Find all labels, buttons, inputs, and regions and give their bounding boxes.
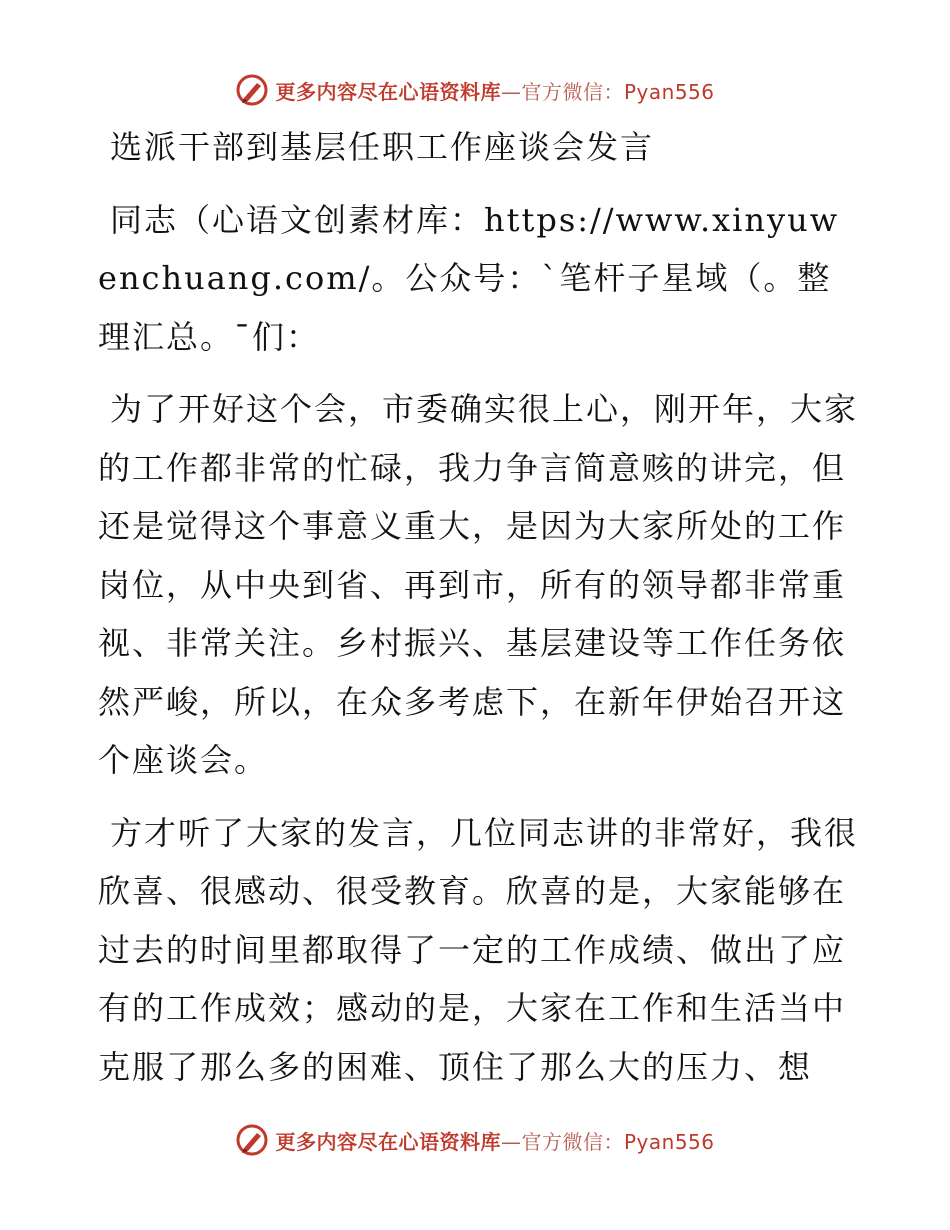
banner-separator: —	[500, 79, 522, 104]
header-banner	[0, 70, 950, 110]
banner-text	[275, 1126, 714, 1155]
banner-main-text: 更多内容尽在心语资料库	[275, 79, 501, 104]
document-paragraph-text: 为了开好这个会，市委确实很上心，刚开年，大家的工作都非常的忙碌，我力争言简意赅的讲完，但还是觉得这个事意义重大，是因为大家所处的工作岗位，从中央到省、再到市，所有的领导都非常重视、非常关注。乡村振兴、基层建设等工作任务依然严峻，所以，在众多考虑下，在新年伊始召开这个座谈会。	[98, 390, 859, 779]
document-paragraph	[98, 380, 858, 790]
document-body	[98, 118, 858, 1110]
banner-wechat-handle: Pyan556	[623, 79, 715, 104]
banner-text	[275, 76, 714, 105]
document-title-text: 选派干部到基层任职工作座谈会发言	[110, 128, 655, 166]
banner-wechat-label: 官方微信：	[521, 79, 624, 104]
banner-separator: —	[500, 1129, 522, 1154]
pen-logo-icon	[235, 1123, 269, 1157]
banner-main-text: 更多内容尽在心语资料库	[275, 1129, 501, 1154]
document-title	[98, 118, 858, 177]
banner-wechat-handle: Pyan556	[623, 1129, 715, 1154]
footer-banner	[0, 1120, 950, 1160]
document-salutation	[98, 191, 858, 367]
pen-logo-icon	[235, 73, 269, 107]
document-salutation-text: 同志（心语文创素材库：https://www.xinyuwenchuang.com/。公众号：`笔杆子星域（。整理汇总。¯们：	[98, 200, 840, 356]
banner-wechat-label: 官方微信：	[521, 1129, 624, 1154]
document-paragraph-text: 方才听了大家的发言，几位同志讲的非常好，我很欣喜、很感动、很受教育。欣喜的是，大家能够在过去的时间里都取得了一定的工作成绩、做出了应有的工作成效；感动的是，大家在工作和生活当中克服了那么多的困难、顶住了那么大的压力、想	[98, 813, 859, 1086]
document-paragraph	[98, 804, 858, 1097]
